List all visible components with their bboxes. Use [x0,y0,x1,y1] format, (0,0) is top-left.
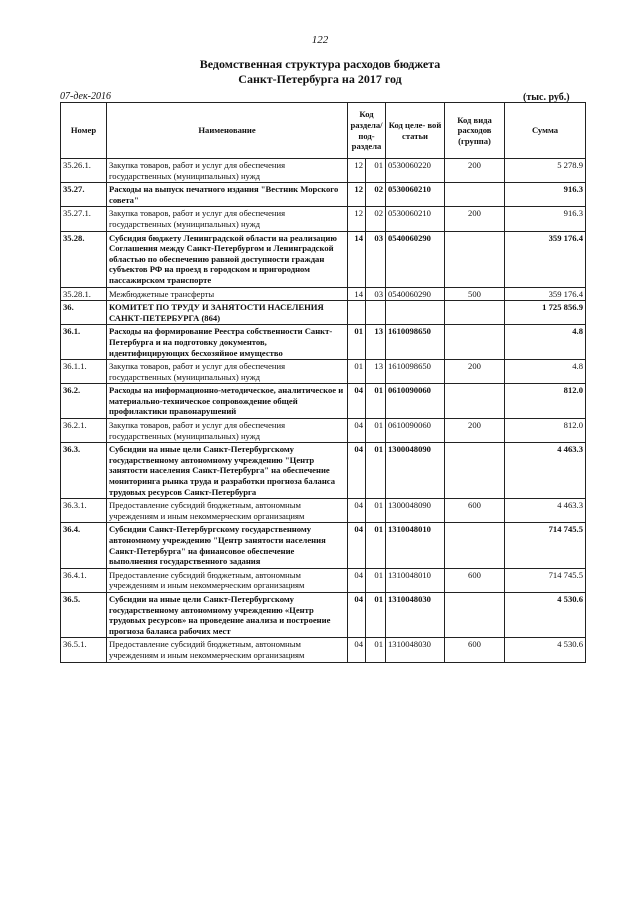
row-target-code: 0530060210 [386,207,445,231]
row-subsection: 01 [366,592,386,637]
row-number: 35.27. [61,183,107,207]
row-name: Закупка товаров, работ и услуг для обеспечения государственных (муниципальных) нужд [107,159,348,183]
row-target-code: 1310048010 [386,523,445,568]
row-section: 04 [348,443,366,499]
table-row [61,159,586,183]
table-row [61,301,586,325]
row-name: Субсидии на иные цели Санкт-Петербургскому государственному автономному учреждению «Центр трудовых ресурсов» на проведение анализа и построение прогноза баланса рабочих мест [107,592,348,637]
row-target-code: 0540060290 [386,287,445,301]
units-label: (тыс. руб.) [523,92,570,103]
row-section: 04 [348,568,366,592]
row-section: 04 [348,419,366,443]
row-subsection: 13 [366,360,386,384]
row-section: 14 [348,231,366,287]
row-sum: 714 745.5 [505,523,586,568]
row-number: 35.28. [61,231,107,287]
row-expense-type [445,325,505,360]
title-line-1: Ведомственная структура расходов бюджета [199,57,441,71]
row-sum: 359 176.4 [505,287,586,301]
row-section: 04 [348,384,366,419]
table-row [61,231,586,287]
row-sum: 4.8 [505,360,586,384]
table-header-row [61,103,586,159]
row-target-code: 1300048090 [386,499,445,523]
document-title [0,57,640,87]
row-expense-type [445,183,505,207]
row-expense-type [445,231,505,287]
row-target-code: 0610090060 [386,384,445,419]
row-section: 04 [348,592,366,637]
row-subsection: 13 [366,325,386,360]
row-number: 36.2.1. [61,419,107,443]
row-expense-type: 200 [445,419,505,443]
table-row [61,568,586,592]
page-number: 122 [311,34,329,46]
row-number: 36.1.1. [61,360,107,384]
header-target-code: Код целе- вой статьи [386,103,445,159]
row-sum: 4 463.3 [505,499,586,523]
row-expense-type [445,523,505,568]
row-expense-type: 200 [445,159,505,183]
row-subsection: 01 [366,638,386,662]
row-number: 36.2. [61,384,107,419]
table-body [61,159,586,663]
row-name: Расходы на информационно-методическое, аналитическое и материально-техническое сопровождение общей профилактики правонарушений [107,384,348,419]
row-target-code: 1310048010 [386,568,445,592]
row-sum: 4.8 [505,325,586,360]
row-name: Закупка товаров, работ и услуг для обеспечения государственных (муниципальных) нужд [107,360,348,384]
row-subsection [366,301,386,325]
title-line-2: Санкт-Петербурга на 2017 год [238,72,402,86]
row-sum: 4 530.6 [505,638,586,662]
row-name: Субсидии Санкт-Петербургскому государственному автономному учреждению "Центр занятости населения Санкт-Петербурга" на финансовое обеспечение выполнения государственного задания [107,523,348,568]
row-number: 35.27.1. [61,207,107,231]
row-subsection: 01 [366,384,386,419]
header-number: Номер [61,103,107,159]
row-section [348,301,366,325]
row-target-code: 1300048090 [386,443,445,499]
row-subsection: 02 [366,183,386,207]
row-target-code: 0540060290 [386,231,445,287]
header-expense-type: Код вида расходов (группа) [445,103,505,159]
row-sum: 714 745.5 [505,568,586,592]
row-expense-type [445,301,505,325]
table-row [61,638,586,662]
row-number: 36.5.1. [61,638,107,662]
row-target-code: 1310048030 [386,592,445,637]
row-name: КОМИТЕТ ПО ТРУДУ И ЗАНЯТОСТИ НАСЕЛЕНИЯ САНКТ-ПЕТЕРБУРГА (864) [107,301,348,325]
row-section: 04 [348,523,366,568]
table-row [61,360,586,384]
row-target-code: 1610098650 [386,360,445,384]
row-number: 36. [61,301,107,325]
row-target-code: 0530060220 [386,159,445,183]
row-sum: 916.3 [505,183,586,207]
row-expense-type [445,443,505,499]
row-target-code: 1610098650 [386,325,445,360]
row-subsection: 01 [366,443,386,499]
row-number: 36.1. [61,325,107,360]
row-section: 12 [348,159,366,183]
header-sum: Сумма [505,103,586,159]
row-sum: 916.3 [505,207,586,231]
row-sum: 812.0 [505,384,586,419]
table-row [61,325,586,360]
row-expense-type: 600 [445,638,505,662]
table-row [61,523,586,568]
row-sum: 4 463.3 [505,443,586,499]
row-section: 12 [348,207,366,231]
row-expense-type: 200 [445,360,505,384]
row-name: Межбюджетные трансферты [107,287,348,301]
row-name: Предоставление субсидий бюджетным, автономным учреждениям и иным некоммерческим организациям [107,499,348,523]
row-name: Предоставление субсидий бюджетным, автономным учреждениям и иным некоммерческим организациям [107,568,348,592]
row-name: Закупка товаров, работ и услуг для обеспечения государственных (муниципальных) нужд [107,207,348,231]
table-row [61,592,586,637]
table-row [61,443,586,499]
row-number: 36.4.1. [61,568,107,592]
row-expense-type: 500 [445,287,505,301]
row-subsection: 02 [366,207,386,231]
row-number: 35.28.1. [61,287,107,301]
table-row [61,499,586,523]
row-expense-type: 600 [445,568,505,592]
row-section: 04 [348,638,366,662]
row-expense-type: 600 [445,499,505,523]
row-sum: 4 530.6 [505,592,586,637]
budget-table [60,102,586,663]
row-subsection: 01 [366,568,386,592]
row-name: Субсидии на иные цели Санкт-Петербургскому государственному автономному учреждению "Центр занятости населения Санкт-Петербурга" на обеспечение мониторинга рынка труда и разработки прогноза баланса трудовых ресурсов Санкт-Петербурга [107,443,348,499]
document-date: 07-дек-2016 [60,91,111,102]
row-subsection: 03 [366,287,386,301]
header-section-code: Код раздела/ под- раздела [348,103,386,159]
row-subsection: 01 [366,159,386,183]
header-name: Наименование [107,103,348,159]
row-target-code: 1310048030 [386,638,445,662]
row-expense-type: 200 [445,207,505,231]
row-expense-type [445,384,505,419]
row-name: Расходы на выпуск печатного издания "Вестник Морского совета" [107,183,348,207]
row-number: 36.3. [61,443,107,499]
row-section: 12 [348,183,366,207]
table-row [61,384,586,419]
row-name: Расходы на формирование Реестра собственности Санкт-Петербурга и на подготовку документов, идентифицирующих бесхозяйное имущество [107,325,348,360]
row-name: Закупка товаров, работ и услуг для обеспечения государственных (муниципальных) нужд [107,419,348,443]
row-sum: 812.0 [505,419,586,443]
row-subsection: 01 [366,499,386,523]
table-row [61,287,586,301]
row-name: Субсидия бюджету Ленинградской области на реализацию Соглашения между Санкт-Петербургом и Ленинградской областью по обеспечению равной доступности граждан субъектов РФ на проезд в городском и пригородном пассажирском транспорте [107,231,348,287]
row-target-code: 0610090060 [386,419,445,443]
table-row [61,207,586,231]
row-target-code: 0530060210 [386,183,445,207]
table-row [61,183,586,207]
row-number: 35.26.1. [61,159,107,183]
row-section: 01 [348,360,366,384]
row-subsection: 01 [366,419,386,443]
row-subsection: 01 [366,523,386,568]
row-expense-type [445,592,505,637]
row-subsection: 03 [366,231,386,287]
row-number: 36.5. [61,592,107,637]
row-number: 36.4. [61,523,107,568]
row-section: 04 [348,499,366,523]
row-sum: 359 176.4 [505,231,586,287]
row-target-code [386,301,445,325]
row-sum: 5 278.9 [505,159,586,183]
table-row [61,419,586,443]
row-number: 36.3.1. [61,499,107,523]
row-sum: 1 725 856.9 [505,301,586,325]
row-section: 14 [348,287,366,301]
row-section: 01 [348,325,366,360]
row-name: Предоставление субсидий бюджетным, автономным учреждениям и иным некоммерческим организациям [107,638,348,662]
